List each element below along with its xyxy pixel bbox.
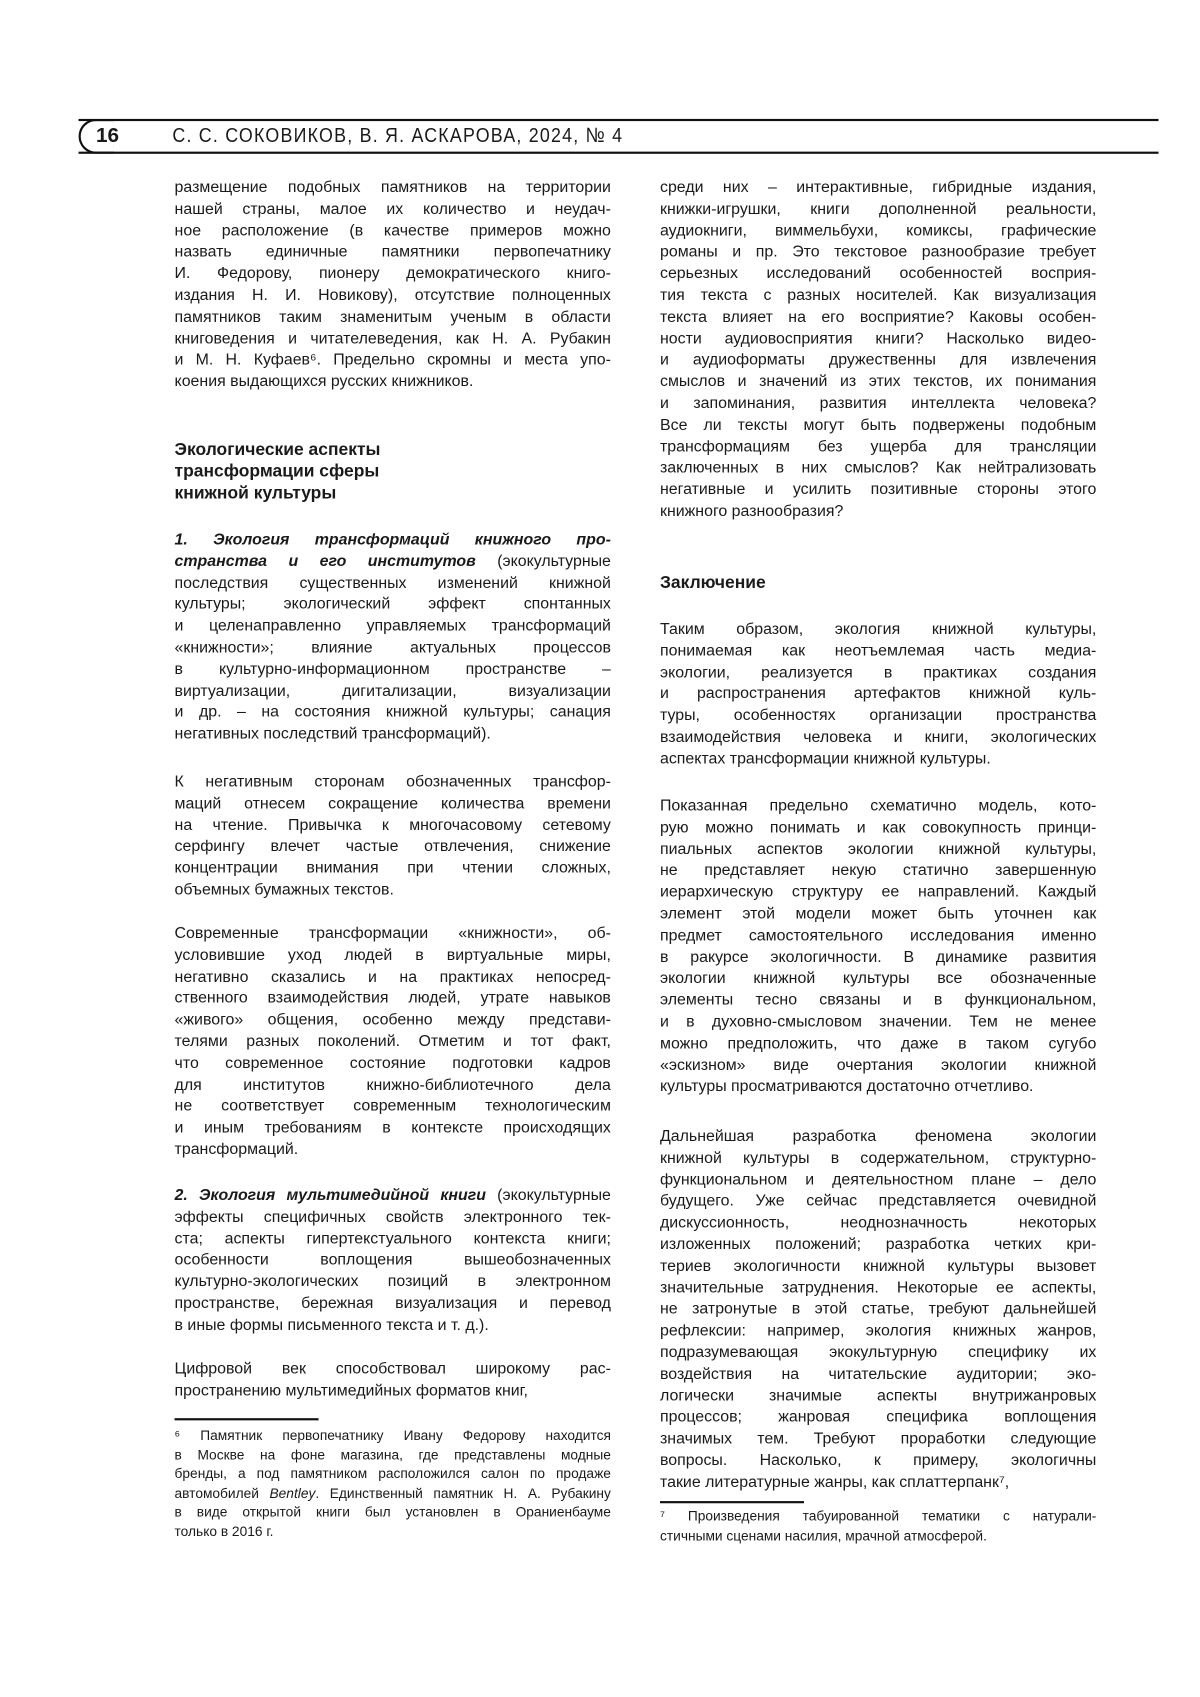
text-line: «живого» общения, особенно между представи- [175,1010,611,1032]
text-line: назвать единичные памятники первопечатнику [175,243,611,265]
text-line: культуры просматриваются достаточно отчетливо. [660,1077,1096,1099]
paragraph [660,178,1096,524]
text-line: ности аудиовосприятия книги? Насколько видео- [660,329,1096,351]
text-line: тия текста с разных носителей. Как визуализация [660,286,1096,308]
text-line: процессов; жанровая специфика воплощения [660,1408,1096,1430]
text-line: и распространения артефактов книжной куль- [660,684,1096,706]
text-line: такие литературные жанры, как сплаттерпанк⁷, [660,1472,1096,1494]
text-line [175,1484,611,1503]
text-line: культурно-экологических позиций в электронном [175,1272,611,1294]
text-line: и целенаправленно управляемых трансформаций [175,617,611,639]
paragraph [175,924,611,1162]
text-line: «эскизном» виде очертания экологии книжной [660,1056,1096,1078]
text-line: в культурно-информационном пространстве – [175,660,611,682]
text-line: ⁷ Произведения табуированной тематики с натурали- [660,1508,1096,1527]
text-line: Заключение [660,573,1096,595]
text-line: концентрации внимания при чтении сложных, [175,859,611,881]
text-line: териев экологичности книжной культуры вызовет [660,1256,1096,1278]
text-line: серфингу влечет частые отвлечения, снижение [175,837,611,859]
paragraph [175,530,611,746]
text-line: туры, особенностях организации пространства [660,706,1096,728]
text-line: подразумевающая экокультурную специфику их [660,1343,1096,1365]
text-line: особенности воплощения вышеобозначенных [175,1251,611,1273]
text-line: элементы тесно связаны и в функциональном, [660,991,1096,1013]
text-line: Современные трансформации «книжности», об- [175,924,611,946]
text-line: рефлексии: например, экология книжных жанров, [660,1321,1096,1343]
text-line: иерархическую структуру ее направлений. Каждый [660,883,1096,905]
emphasis-text: 2. Экология мультимедийной книги [175,1187,486,1204]
text-line: Показанная предельно схематично модель, кото- [660,796,1096,818]
text-line: культуры; экологический эффект спонтанных [175,595,611,617]
text-line: и запоминания, развития интеллекта человека? [660,394,1096,416]
text-line: не соответствует современным технологическим [175,1097,611,1119]
text-line: книжной культуры [175,483,611,505]
text-line: текста влияет на его восприятие? Каковы особен- [660,307,1096,329]
text-line: серьезных исследований особенностей восприя- [660,264,1096,286]
running-title: С. С. СОКОВИКОВ, В. Я. АСКАРОВА, 2024, № 4 [172,124,623,148]
text-line: значительные затруднения. Некоторые ее аспекты, [660,1278,1096,1300]
text-line: в иные формы письменного текста и т. д.). [175,1315,611,1337]
document-page [0,0,1200,1697]
text-line: элемент этой модели может быть уточнен как [660,904,1096,926]
text-line: негативно сказались и на практиках непосред- [175,967,611,989]
text-line: и др. – на состояния книжной культуры; санация [175,703,611,725]
italic-text: Bentley [270,1485,316,1500]
text-line: размещение подобных памятников на территории [175,178,611,200]
text-line: И. Федорову, пионеру демократического книго- [175,264,611,286]
footnote [175,1427,611,1542]
text-line: вопросы. Насколько, к примеру, экологичны [660,1451,1096,1473]
paragraph [660,796,1096,1098]
text-line: ное расположение (в качестве примеров можно [175,221,611,243]
text-run: (экокультурные [486,1187,611,1204]
text-line: смыслов и значений из этих текстов, их понимания [660,372,1096,394]
text-line: и аудиоформаты дружественны для извлечения [660,351,1096,373]
text-line: не представляет некую статично завершенную [660,861,1096,883]
section-heading [660,573,1096,595]
text-line: книжного разнообразия? [660,502,1096,524]
text-line: трансформации сферы [175,461,611,483]
text-run: автомобилей [175,1485,270,1500]
paragraph [175,178,611,394]
text-line: воздействия на читательские аудитории; эко- [660,1364,1096,1386]
paragraph [175,1186,611,1337]
text-line: трансформаций. [175,1140,611,1162]
text-line: что современное состояние подготовки кадров [175,1054,611,1076]
text-line [175,552,611,574]
text-line: Все ли тексты могут быть подвержены подобным [660,415,1096,437]
paragraph [175,772,611,902]
text-line: объемных бумажных текстов. [175,880,611,902]
text-line: стичными сценами насилия, мрачной атмосферой. [660,1527,1096,1546]
text-line: изложенных положений; разработка четких кри- [660,1235,1096,1257]
text-line: телями разных поколений. Отметим и тот факт, [175,1032,611,1054]
text-line: в ракурсе экологичности. В динамике развития [660,948,1096,970]
text-line: Таким образом, экология книжной культуры, [660,620,1096,642]
text-line: для институтов книжно-библиотечного дела [175,1075,611,1097]
text-line: взаимодействия человека и книги, экологических [660,728,1096,750]
text-line: Цифровой век способствовал широкому рас- [175,1359,611,1381]
text-line: пространстве, бережная визуализация и перевод [175,1294,611,1316]
text-line: трансформациям без ущерба для трансляции [660,437,1096,459]
text-line: «книжности»; влияние актуальных процессов [175,638,611,660]
text-run: (экокультурные [476,553,611,570]
text-line: и иным требованиям в контексте происходящих [175,1118,611,1140]
paragraph [660,620,1096,771]
text-run: . Единственный памятник Н. А. Рубакину [315,1485,611,1500]
text-line: аспектах трансформации книжной культуры. [660,749,1096,771]
text-line: эффекты специфичных свойств электронного тек- [175,1207,611,1229]
text-line: логически значимые аспекты внутрижанровых [660,1386,1096,1408]
text-line: не затронутые в этой статье, требуют дальнейшей [660,1300,1096,1322]
text-line: нашей страны, малое их количество и неудач- [175,199,611,221]
text-line [175,530,611,552]
text-line: ственного взаимодействия людей, утрате навыков [175,989,611,1011]
paragraph [175,1359,611,1402]
footnote-divider [175,1418,319,1420]
text-line: в виде открытой книги был установлен в Ораниенбауме [175,1503,611,1522]
text-line: К негативным сторонам обозначенных трансфор- [175,772,611,794]
paragraph [660,1127,1096,1494]
text-line: в Москве на фоне магазина, где представлены модные [175,1446,611,1465]
text-line: издания Н. И. Новикову), отсутствие полноценных [175,286,611,308]
text-line: на чтение. Привычка к многочасовому сетевому [175,816,611,838]
text-line [175,1186,611,1208]
text-line: экологии, реализуется в практиках создания [660,663,1096,685]
text-line: только в 2016 г. [175,1522,611,1541]
text-line: среди них – интерактивные, гибридные издания, [660,178,1096,200]
emphasis-text: странства и его институтов [175,553,476,570]
text-line: маций отнесем сокращение количества времени [175,794,611,816]
running-header [79,119,1159,154]
text-line: книжной культуры в содержательном, структурно- [660,1148,1096,1170]
text-line: дискуссионность, неоднозначность некоторых [660,1213,1096,1235]
text-line: рую можно понимать и как совокупность принци- [660,818,1096,840]
text-line: коения выдающихся русских книжников. [175,372,611,394]
text-line: функциональном и деятельностном плане – дело [660,1170,1096,1192]
text-line: значимых тем. Требуют проработки следующие [660,1429,1096,1451]
emphasis-text: 1. Экология трансформаций книжного про- [175,531,611,548]
section-heading [175,440,611,505]
text-line: последствия существенных изменений книжной [175,573,611,595]
text-line: будущего. Уже сейчас представляется очевидной [660,1192,1096,1214]
text-line: Дальнейшая разработка феномена экологии [660,1127,1096,1149]
text-line: виртуализации, дигитализации, визуализации [175,681,611,703]
footnote [660,1508,1096,1546]
text-line: заключенных в них смыслов? Как нейтрализовать [660,459,1096,481]
text-line: романы и пр. Это текстовое разнообразие требует [660,243,1096,265]
text-line: пространению мультимедийных форматов книг, [175,1381,611,1403]
text-line: понимаемая как неотъемлемая часть медиа- [660,641,1096,663]
text-line: ста; аспекты гипертекстуального контекста книги; [175,1229,611,1251]
footnote-divider [660,1501,804,1503]
text-line: негативных последствий трансформаций). [175,725,611,747]
text-line: памятников таким знаменитым ученым в области [175,307,611,329]
text-line: книговедения и читателеведения, как Н. А. Рубакин [175,329,611,351]
text-line: книжки-игрушки, книги дополненной реальности, [660,199,1096,221]
text-line: Экологические аспекты [175,440,611,462]
page-number: 16 [96,124,119,148]
text-line: негативные и усилить позитивные стороны этого [660,480,1096,502]
text-line: аудиокниги, виммельбухи, комиксы, графические [660,221,1096,243]
text-line: можно предположить, что даже в таком сугубо [660,1034,1096,1056]
text-line: условившие уход людей в виртуальные миры, [175,946,611,968]
text-line: и М. Н. Куфаев⁶. Предельно скромны и места упо- [175,351,611,373]
text-line: бренды, а под памятником расположился салон по продаже [175,1465,611,1484]
text-line: ⁶ Памятник первопечатнику Ивану Федорову находится [175,1427,611,1446]
text-line: предмет самостоятельного исследования именно [660,926,1096,948]
text-line: пиальных аспектов экологии книжной культуры, [660,840,1096,862]
text-line: экологии книжной культуры все обозначенные [660,969,1096,991]
text-line: и в духовно-смысловом значении. Тем не менее [660,1012,1096,1034]
